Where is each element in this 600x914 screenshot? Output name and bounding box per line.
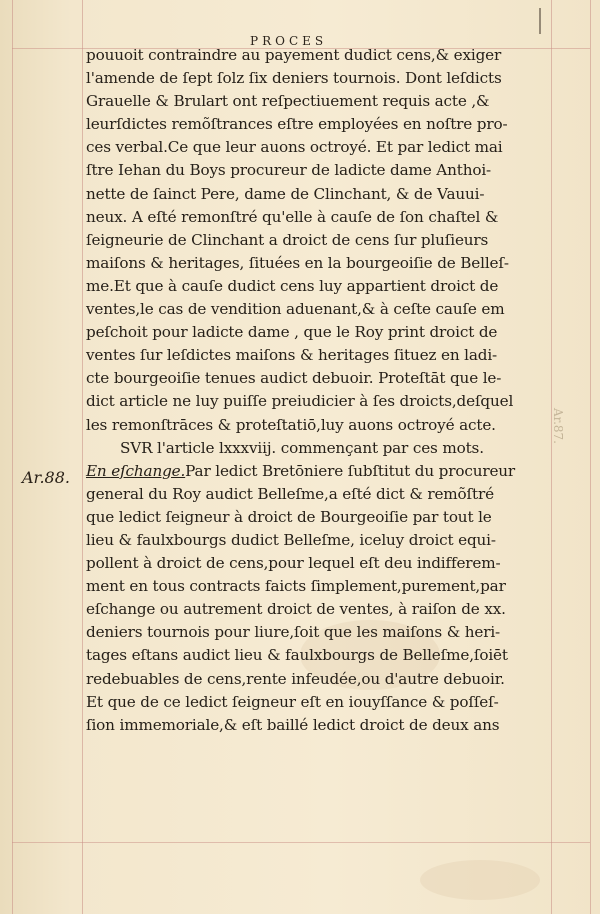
article-heading-line: SVR l'article lxxxviij. commençant par ces mots. (120, 438, 484, 457)
margin-faded-note: Ar.87. (551, 408, 565, 444)
text-line: peſchoit pour ladicte dame , que le Roy print droict de (86, 323, 498, 342)
text-line: ſeigneurie de Clinchant a droict de cens ſur pluſieurs (86, 230, 489, 249)
text-line: cte bourgeoiſie tenues audict debuoir. Proteſtāt que le- (86, 369, 502, 388)
text-line: pouuoit contraindre au payement dudict cens,& exiger (86, 46, 502, 64)
ruled-line-right-inner (551, 0, 552, 914)
text-line: Grauelle & Brulart ont reſpectiuement requis acte ,& (86, 92, 490, 111)
text-line: l'amende de ſept ſolz ſix deniers tournois. Dont leſdicts (86, 69, 502, 88)
text-line: Et que de ce ledict ſeigneur eſt en iouyſſance & poſſeſ- (86, 692, 499, 711)
text-line: deniers tournois pour liure,ſoit que les maiſons & heri- (86, 623, 501, 642)
text-line: les remonſtrāces & proteſtatiō,luy auons octroyé acte. (86, 415, 496, 434)
text-line: nette de ſainct Pere, dame de Clinchant, & de Vauui- (86, 184, 485, 203)
text-line: lieu & faulxbourgs dudict Belleſme, iceluy droict equi- (86, 530, 496, 549)
text-line: leurſdictes remõſtrances eſtre employées en noſtre pro- (86, 115, 508, 134)
text-line: neux. A eſté remonſtré qu'elle à cauſe de ſon chaſtel & (86, 207, 499, 226)
paper-stain (420, 860, 540, 900)
text-line: ſion immemoriale,& eſt baillé ledict droict de deux ans (86, 715, 500, 734)
margin-article-label: Ar.88. (22, 468, 70, 487)
body-text (86, 44, 548, 737)
text-line: que ledict ſeigneur à droict de Bourgeoiſie par tout le (86, 507, 492, 526)
page-corner-mark (539, 8, 551, 34)
text-line: dict article ne luy puiſſe preiudicier à ſes droicts,deſquel (86, 392, 514, 411)
ruled-line-left-outer (12, 0, 13, 914)
ruled-line-bottom (12, 842, 590, 843)
ruled-line-left-inner (82, 0, 83, 914)
running-head: PROCES (250, 34, 328, 48)
text-line: ventes ſur leſdictes maiſons & heritages ſituez en ladi- (86, 346, 498, 365)
text-line: general du Roy audict Belleſme,a eſté dict & remõſtré (86, 484, 494, 503)
text-line: ventes,le cas de vendition aduenant,& à ceſte cauſe em (86, 300, 505, 319)
ruled-line-right-outer (590, 0, 591, 914)
text-line: ſtre Iehan du Boys procureur de ladicte dame Anthoi- (86, 161, 492, 180)
text-line: pollent à droict de cens,pour lequel eſt deu indifferem- (86, 554, 501, 573)
text-line-article-start (86, 460, 548, 483)
text-line: tages eſtans audict lieu & faulxbourgs de Belleſme,ſoiēt (86, 646, 508, 665)
text-line: eſchange ou autrement droict de ventes, à raiſon de xx. (86, 600, 506, 619)
text-line: redebuables de cens,rente infeudée,ou d'autre debuoir. (86, 669, 505, 688)
text-line: ment en tous contracts faicts ſimplement,purement,par (86, 577, 506, 596)
article-incipit: En eſchange. (86, 461, 186, 480)
text-line: me.Et que à cauſe dudict cens luy appartient droict de (86, 276, 499, 295)
text-line: maiſons & heritages, ſituées en la bourgeoiſie de Belleſ- (86, 253, 509, 272)
text-line: ces verbal.Ce que leur auons octroyé. Et par ledict mai (86, 138, 503, 157)
article-incipit-rest: Par ledict Bretōniere ſubſtitut du procureur (185, 461, 516, 480)
